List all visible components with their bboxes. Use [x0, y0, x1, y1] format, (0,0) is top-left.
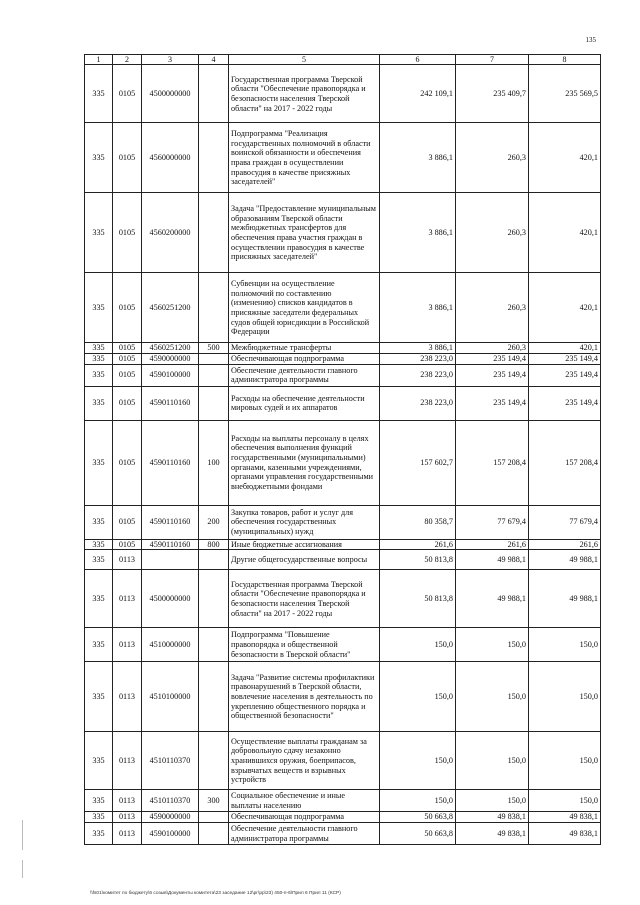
admin-code-cell: 335	[85, 420, 113, 505]
description-cell: Расходы на обеспечение деятельности мировых судей и их аппаратов	[229, 386, 380, 420]
admin-code-cell: 335	[85, 343, 113, 354]
amount-cell: 49 838,1	[456, 812, 529, 823]
target-article-cell: 4510100000	[142, 662, 199, 732]
amount-cell: 157 208,4	[456, 420, 529, 505]
target-article-cell: 4590000000	[142, 812, 199, 823]
description-cell: Задача "Предоставление муниципальным образованиям Тверской области межбюджетных трансфертов для обеспечения права участия граждан в осуществлении правосудия в качестве присяжных заседателей"	[229, 193, 380, 273]
section-code-cell: 0113	[113, 790, 142, 812]
section-code-cell: 0113	[113, 550, 142, 570]
table-row	[85, 550, 601, 570]
amount-cell: 50 813,8	[380, 570, 456, 628]
target-article-cell: 4590110160	[142, 386, 199, 420]
admin-code-cell: 335	[85, 386, 113, 420]
admin-code-cell: 335	[85, 628, 113, 662]
target-article-cell: 4590110160	[142, 539, 199, 550]
amount-cell: 150,0	[380, 662, 456, 732]
amount-cell: 235 569,5	[529, 65, 601, 123]
amount-cell: 150,0	[456, 732, 529, 790]
target-article-cell: 4590000000	[142, 354, 199, 365]
amount-cell: 49 838,1	[529, 812, 601, 823]
expense-type-cell	[199, 550, 229, 570]
section-code-cell: 0113	[113, 823, 142, 845]
admin-code-cell: 335	[85, 65, 113, 123]
admin-code-cell: 335	[85, 123, 113, 193]
description-cell: Подпрограмма "Повышение правопорядка и общественной безопасности в Тверской области"	[229, 628, 380, 662]
target-article-cell: 4560251200	[142, 343, 199, 354]
admin-code-cell: 335	[85, 550, 113, 570]
description-cell: Субвенции на осуществление полномочий по составлению (изменению) списков кандидатов в присяжные заседатели федеральных судов общей юрисдикции в Российской Федерации	[229, 273, 380, 343]
description-cell: Социальное обеспечение и иные выплаты населению	[229, 790, 380, 812]
table-row	[85, 570, 601, 628]
expense-type-cell	[199, 570, 229, 628]
target-article-cell: 4590100000	[142, 364, 199, 386]
table-row	[85, 193, 601, 273]
amount-cell: 260,3	[456, 273, 529, 343]
target-article-cell: 4590110160	[142, 420, 199, 505]
amount-cell: 235 409,7	[456, 65, 529, 123]
amount-cell: 235 149,4	[456, 364, 529, 386]
section-code-cell: 0105	[113, 343, 142, 354]
table-row	[85, 505, 601, 539]
header-cell: 1	[85, 55, 113, 65]
amount-cell: 242 109,1	[380, 65, 456, 123]
amount-cell: 261,6	[380, 539, 456, 550]
expense-type-cell	[199, 628, 229, 662]
expense-type-cell	[199, 123, 229, 193]
table-row	[85, 354, 601, 365]
amount-cell: 49 838,1	[529, 823, 601, 845]
admin-code-cell: 335	[85, 539, 113, 550]
section-code-cell: 0113	[113, 628, 142, 662]
amount-cell: 235 149,4	[456, 386, 529, 420]
admin-code-cell: 335	[85, 364, 113, 386]
amount-cell: 49 988,1	[529, 570, 601, 628]
admin-code-cell: 335	[85, 662, 113, 732]
admin-code-cell: 335	[85, 732, 113, 790]
section-code-cell: 0113	[113, 662, 142, 732]
section-code-cell: 0105	[113, 364, 142, 386]
header-cell: 3	[142, 55, 199, 65]
budget-table	[84, 54, 601, 845]
expense-type-cell	[199, 354, 229, 365]
table-row	[85, 364, 601, 386]
header-cell: 8	[529, 55, 601, 65]
header-cell: 5	[229, 55, 380, 65]
target-article-cell: 4510000000	[142, 628, 199, 662]
amount-cell: 3 886,1	[380, 273, 456, 343]
description-cell: Государственная программа Тверской области "Обеспечение правопорядка и безопасности населения Тверской области" на 2017 - 2022 годы	[229, 65, 380, 123]
description-cell: Иные бюджетные ассигнования	[229, 539, 380, 550]
section-code-cell: 0105	[113, 505, 142, 539]
description-cell: Расходы на выплаты персоналу в целях обеспечения выполнения функций государственными (муниципальными) органами, казенными учреждениями, органами управления государственными внебюджетными фондами	[229, 420, 380, 505]
expense-type-cell	[199, 364, 229, 386]
expense-type-cell	[199, 386, 229, 420]
amount-cell: 49 988,1	[456, 570, 529, 628]
description-cell: Другие общегосударственные вопросы	[229, 550, 380, 570]
section-code-cell: 0113	[113, 812, 142, 823]
table-row	[85, 420, 601, 505]
scan-margin-mark	[22, 860, 23, 878]
target-article-cell: 4560251200	[142, 273, 199, 343]
table-row	[85, 539, 601, 550]
amount-cell: 80 358,7	[380, 505, 456, 539]
section-code-cell: 0105	[113, 193, 142, 273]
expense-type-cell: 100	[199, 420, 229, 505]
target-article-cell: 4590110160	[142, 505, 199, 539]
header-cell: 6	[380, 55, 456, 65]
target-article-cell: 4500000000	[142, 65, 199, 123]
amount-cell: 150,0	[456, 628, 529, 662]
target-article-cell: 4510110370	[142, 790, 199, 812]
section-code-cell: 0105	[113, 386, 142, 420]
amount-cell: 49 838,1	[456, 823, 529, 845]
amount-cell: 235 149,4	[529, 386, 601, 420]
expense-type-cell: 200	[199, 505, 229, 539]
amount-cell: 157 208,4	[529, 420, 601, 505]
section-code-cell: 0105	[113, 123, 142, 193]
table-row	[85, 343, 601, 354]
amount-cell: 150,0	[456, 790, 529, 812]
description-cell: Осуществление выплаты гражданам за добровольную сдачу незаконно хранившихся оружия, боеприпасов, взрывчатых веществ и взрывных устройств	[229, 732, 380, 790]
admin-code-cell: 335	[85, 812, 113, 823]
table-header-row	[85, 55, 601, 65]
admin-code-cell: 335	[85, 790, 113, 812]
amount-cell: 50 663,8	[380, 812, 456, 823]
amount-cell: 150,0	[456, 662, 529, 732]
target-article-cell: 4500000000	[142, 570, 199, 628]
target-article-cell: 4560000000	[142, 123, 199, 193]
amount-cell: 238 223,0	[380, 386, 456, 420]
description-cell: Подпрограмма "Реализация государственных полномочий в области воинской обязанности и обеспечения права граждан в осуществлении правосудия в качестве присяжных заседателей"	[229, 123, 380, 193]
admin-code-cell: 335	[85, 273, 113, 343]
header-cell: 4	[199, 55, 229, 65]
table-row	[85, 812, 601, 823]
page-number: 135	[585, 36, 596, 44]
amount-cell: 150,0	[529, 732, 601, 790]
amount-cell: 50 663,8	[380, 823, 456, 845]
section-code-cell: 0113	[113, 732, 142, 790]
admin-code-cell: 335	[85, 570, 113, 628]
table-row	[85, 662, 601, 732]
expense-type-cell	[199, 662, 229, 732]
amount-cell: 260,3	[456, 193, 529, 273]
amount-cell: 3 886,1	[380, 123, 456, 193]
amount-cell: 3 886,1	[380, 343, 456, 354]
amount-cell: 235 149,4	[456, 354, 529, 365]
section-code-cell: 0105	[113, 539, 142, 550]
table-row	[85, 123, 601, 193]
header-cell: 2	[113, 55, 142, 65]
amount-cell: 49 988,1	[529, 550, 601, 570]
amount-cell: 150,0	[529, 662, 601, 732]
amount-cell: 420,1	[529, 343, 601, 354]
expense-type-cell	[199, 65, 229, 123]
amount-cell: 420,1	[529, 273, 601, 343]
amount-cell: 150,0	[380, 732, 456, 790]
amount-cell: 150,0	[529, 790, 601, 812]
table-row	[85, 65, 601, 123]
amount-cell: 420,1	[529, 193, 601, 273]
expense-type-cell: 500	[199, 343, 229, 354]
amount-cell: 3 886,1	[380, 193, 456, 273]
expense-type-cell	[199, 823, 229, 845]
amount-cell: 77 679,4	[529, 505, 601, 539]
scan-margin-mark	[22, 820, 23, 850]
file-path-footer: \\fs01\комитет по бюджету\6 созыв\Документы комитета\23 заседание 12\рг\рр\23) 450-п-6\Прил 6 Прил 11 (КСР)	[90, 891, 341, 896]
admin-code-cell: 335	[85, 193, 113, 273]
table-row	[85, 732, 601, 790]
description-cell: Обеспечивающая подпрограмма	[229, 354, 380, 365]
expense-type-cell: 300	[199, 790, 229, 812]
amount-cell: 235 149,4	[529, 364, 601, 386]
expense-type-cell: 800	[199, 539, 229, 550]
amount-cell: 261,6	[456, 539, 529, 550]
section-code-cell: 0105	[113, 65, 142, 123]
expense-type-cell	[199, 732, 229, 790]
target-article-cell: 4560200000	[142, 193, 199, 273]
table-row	[85, 790, 601, 812]
amount-cell: 235 149,4	[529, 354, 601, 365]
amount-cell: 260,3	[456, 123, 529, 193]
table-row	[85, 823, 601, 845]
amount-cell: 238 223,0	[380, 354, 456, 365]
expense-type-cell	[199, 273, 229, 343]
target-article-cell: 4510110370	[142, 732, 199, 790]
table-row	[85, 628, 601, 662]
amount-cell: 77 679,4	[456, 505, 529, 539]
target-article-cell: 4590100000	[142, 823, 199, 845]
amount-cell: 238 223,0	[380, 364, 456, 386]
expense-type-cell	[199, 812, 229, 823]
table-row	[85, 386, 601, 420]
description-cell: Закупка товаров, работ и услуг для обеспечения государственных (муниципальных) нужд	[229, 505, 380, 539]
section-code-cell: 0113	[113, 570, 142, 628]
description-cell: Обеспечение деятельности главного администратора программы	[229, 364, 380, 386]
description-cell: Обеспечивающая подпрограмма	[229, 812, 380, 823]
admin-code-cell: 335	[85, 505, 113, 539]
expense-type-cell	[199, 193, 229, 273]
amount-cell: 150,0	[380, 790, 456, 812]
description-cell: Государственная программа Тверской области "Обеспечение правопорядка и безопасности населения Тверской области" на 2017 - 2022 годы	[229, 570, 380, 628]
amount-cell: 50 813,8	[380, 550, 456, 570]
header-cell: 7	[456, 55, 529, 65]
amount-cell: 150,0	[529, 628, 601, 662]
amount-cell: 157 602,7	[380, 420, 456, 505]
description-cell: Задача "Развитие системы профилактики правонарушений в Тверской области, вовлечение населения в деятельность по укреплению общественного порядка и общественной безопасности"	[229, 662, 380, 732]
description-cell: Межбюджетные трансферты	[229, 343, 380, 354]
amount-cell: 150,0	[380, 628, 456, 662]
amount-cell: 49 988,1	[456, 550, 529, 570]
description-cell: Обеспечение деятельности главного администратора программы	[229, 823, 380, 845]
section-code-cell: 0105	[113, 354, 142, 365]
section-code-cell: 0105	[113, 273, 142, 343]
admin-code-cell: 335	[85, 823, 113, 845]
section-code-cell: 0105	[113, 420, 142, 505]
target-article-cell	[142, 550, 199, 570]
table-row	[85, 273, 601, 343]
admin-code-cell: 335	[85, 354, 113, 365]
amount-cell: 420,1	[529, 123, 601, 193]
amount-cell: 260,3	[456, 343, 529, 354]
amount-cell: 261,6	[529, 539, 601, 550]
